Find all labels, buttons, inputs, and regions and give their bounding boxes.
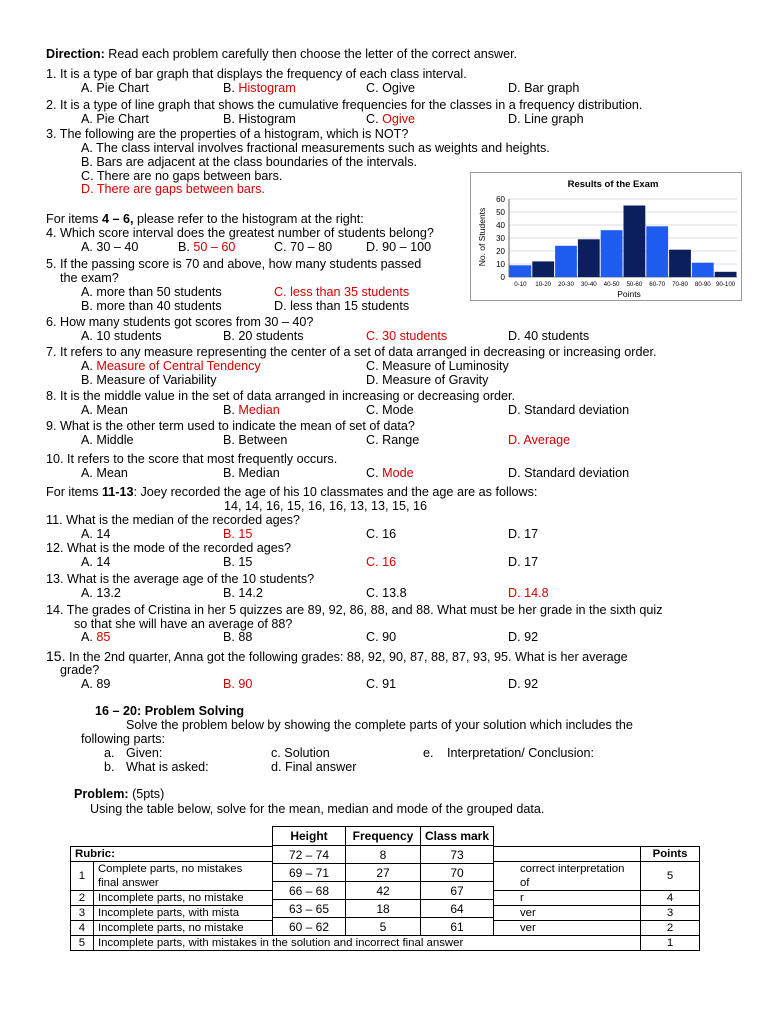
rubric-row-desc: Incomplete parts, no mistake ver bbox=[93, 921, 640, 936]
part-b-letter: b. bbox=[104, 760, 115, 774]
points-header: Points bbox=[641, 847, 700, 862]
q15-option-c: C. 91 bbox=[366, 677, 397, 691]
q2-option-b: B. Histogram bbox=[223, 112, 296, 126]
part-e-letter: e. bbox=[423, 746, 434, 760]
q4-option-c: C. 70 – 80 bbox=[274, 240, 333, 254]
q4-option-d: D. 90 – 100 bbox=[366, 240, 432, 254]
q13-option-a: A. 13.2 bbox=[81, 586, 121, 600]
q7-stem: 7. It refers to any measure representing the center of a set of data arranged in decreasing or increasing order. bbox=[46, 345, 657, 359]
rubric-row-points: 3 bbox=[641, 906, 700, 921]
part-e: Interpretation/ Conclusion: bbox=[447, 746, 595, 760]
q15-stem: 15. In the 2nd quarter, Anna got the following grades: 88, 92, 90, 87, 88, 87, 93, 95. What is her average bbox=[46, 648, 628, 664]
q7-option-b: B. Measure of Variability bbox=[81, 373, 217, 387]
q15-option-d: D. 92 bbox=[508, 677, 539, 691]
q15-option-a: A. 89 bbox=[81, 677, 111, 691]
chart-y-tick-label: 40 bbox=[496, 221, 505, 230]
q4-option-b: B. 50 – 60 bbox=[178, 240, 236, 254]
chart-bar bbox=[715, 272, 737, 277]
q1-stem: 1. It is a type of bar graph that displays the frequency of each class interval. bbox=[46, 67, 467, 81]
grouped-data-table bbox=[272, 826, 494, 936]
q3-option-b: B. Bars are adjacent at the class boundaries of the intervals. bbox=[81, 155, 418, 169]
chart-x-tick-label: 40-50 bbox=[603, 281, 620, 288]
chart-x-tick-label: 70-80 bbox=[672, 281, 688, 288]
q9-option-d: D. Average bbox=[508, 433, 571, 447]
rubric-row-number: 2 bbox=[71, 891, 94, 906]
q13-option-d: D. 14.8 bbox=[508, 586, 549, 600]
rubric-row bbox=[71, 936, 700, 951]
chart-bar bbox=[624, 206, 646, 278]
q10-option-c: C. Mode bbox=[366, 466, 414, 480]
problem-text: Using the table below, solve for the mean, median and mode of the grouped data. bbox=[90, 802, 545, 816]
q3-option-a: A. The class interval involves fractional measurements such as weights and heights. bbox=[81, 141, 550, 155]
q5-stem: 5. If the passing score is 70 and above, how many students passed bbox=[46, 257, 422, 271]
q6-option-a: A. 10 students bbox=[81, 329, 162, 343]
q14-option-d: D. 92 bbox=[508, 630, 539, 644]
part-a: Given: bbox=[126, 746, 163, 760]
direction-text: Read each problem carefully then choose the letter of the correct answer. bbox=[104, 47, 518, 61]
q11-option-b: B. 15 bbox=[223, 527, 253, 541]
q2-answer: Ogive bbox=[382, 112, 415, 126]
part-c: c. Solution bbox=[271, 746, 330, 760]
rubric-row-number: 1 bbox=[71, 862, 94, 891]
grouped-row: 72 – 74 8 73 bbox=[273, 846, 494, 864]
chart-title: Results of the Exam bbox=[567, 179, 659, 190]
chart-y-tick-label: 10 bbox=[496, 260, 505, 269]
q15-option-b: B. 90 bbox=[223, 677, 253, 691]
q2-option-d: D. Line graph bbox=[508, 112, 584, 126]
q12-option-d: D. 17 bbox=[508, 555, 539, 569]
rubric-row-desc: Incomplete parts, with mistakes in the solution and incorrect final answer bbox=[93, 936, 640, 951]
q15-stem-cont: grade? bbox=[60, 663, 100, 677]
q14-option-c: C. 90 bbox=[366, 630, 397, 644]
rubric-row-desc: Complete parts, no mistakes correct interpretation of final answer bbox=[93, 862, 640, 891]
q12-stem: 12. What is the mode of the recorded ages? bbox=[46, 541, 292, 555]
q8-option-b: B. Median bbox=[223, 403, 280, 417]
grouped-header-row bbox=[273, 827, 494, 846]
height-header: Height bbox=[273, 827, 346, 846]
chart-x-tick-label: 30-40 bbox=[580, 281, 597, 288]
q14-option-b: B. 88 bbox=[223, 630, 253, 644]
q10-stem: 10. It refers to the score that most frequently occurs. bbox=[46, 452, 338, 466]
q14-stem: 14. The grades of Cristina in her 5 quizzes are 89, 92, 86, 88, and 88. What must be her grade in the sixth quiz bbox=[46, 603, 663, 617]
chart-bar bbox=[646, 226, 668, 277]
rubric-row-number: 3 bbox=[71, 906, 94, 921]
q5-option-d: D. less than 15 students bbox=[274, 299, 410, 313]
q8-option-d: D. Standard deviation bbox=[508, 403, 630, 417]
grouped-row: 66 – 68 42 67 bbox=[273, 882, 494, 900]
q9-option-b: B. Between bbox=[223, 433, 288, 447]
q10-answer: Mode bbox=[382, 466, 414, 480]
direction-label: Direction: bbox=[46, 47, 105, 61]
q5-option-b: B. more than 40 students bbox=[81, 299, 222, 313]
q8-answer: Median bbox=[238, 403, 280, 417]
q1-option-a: A. Pie Chart bbox=[81, 81, 149, 95]
q6-option-b: B. 20 students bbox=[223, 329, 304, 343]
q1-answer: Histogram bbox=[238, 81, 296, 95]
histogram-chart bbox=[470, 172, 742, 301]
rubric-row-number: 4 bbox=[71, 921, 94, 936]
q14-option-a: A. 85 bbox=[81, 630, 111, 644]
q3-option-d: D. There are gaps between bars. bbox=[81, 182, 265, 196]
grouped-row: 69 – 71 27 70 bbox=[273, 864, 494, 882]
q5-option-a: A. more than 50 students bbox=[81, 285, 222, 299]
q6-option-d: D. 40 students bbox=[508, 329, 590, 343]
q6-stem: 6. How many students got scores from 30 – 40? bbox=[46, 315, 314, 329]
q10-option-d: D. Standard deviation bbox=[508, 466, 630, 480]
q7-option-a: A. Measure of Central Tendency bbox=[81, 359, 261, 373]
grouped-row: 63 – 65 18 64 bbox=[273, 900, 494, 918]
problem-solving-title: 16 – 20: Problem Solving bbox=[95, 704, 245, 718]
q1-option-c: C. Ogive bbox=[366, 81, 415, 95]
q9-option-a: A. Middle bbox=[81, 433, 134, 447]
q10-option-b: B. Median bbox=[223, 466, 280, 480]
items-4-6-intro: For items 4 – 6, please refer to the histogram at the right: bbox=[46, 212, 364, 226]
chart-bar bbox=[555, 246, 577, 277]
rubric-row-desc: Incomplete parts, no mistake r bbox=[93, 891, 640, 906]
rubric-row-points: 2 bbox=[641, 921, 700, 936]
q13-stem: 13. What is the average age of the 10 students? bbox=[46, 572, 315, 586]
q8-option-c: C. Mode bbox=[366, 403, 414, 417]
q1-option-b: B. Histogram bbox=[223, 81, 296, 95]
direction-line bbox=[46, 47, 517, 62]
q9-stem: 9. What is the other term used to indicate the mean of set of data? bbox=[46, 419, 415, 433]
chart-bar bbox=[532, 261, 554, 277]
chart-bar bbox=[601, 230, 623, 277]
part-d: d. Final answer bbox=[271, 760, 357, 774]
q4-stem: 4. Which score interval does the greatest number of students belong? bbox=[46, 226, 434, 240]
ps-instructions-cont: following parts: bbox=[81, 732, 165, 746]
q14-answer: 85 bbox=[96, 630, 111, 644]
part-a-letter: a. bbox=[104, 746, 115, 760]
chart-y-axis-label: No. of Students bbox=[477, 207, 487, 267]
q11-option-c: C. 16 bbox=[366, 527, 397, 541]
rubric-row-points: 1 bbox=[641, 936, 700, 951]
q7-option-d: D. Measure of Gravity bbox=[366, 373, 489, 387]
part-b: What is asked: bbox=[126, 760, 209, 774]
q3-stem: 3. The following are the properties of a histogram, which is NOT? bbox=[46, 127, 409, 141]
chart-y-tick-label: 20 bbox=[496, 247, 505, 256]
q6-option-c: C. 30 students bbox=[366, 329, 448, 343]
q14-stem-cont: so that she will have an average of 88? bbox=[74, 617, 293, 631]
q11-option-a: A. 14 bbox=[81, 527, 111, 541]
q11-stem: 11. What is the median of the recorded ages? bbox=[46, 513, 300, 527]
chart-bar bbox=[669, 250, 691, 277]
class-mark-header: Class mark bbox=[421, 827, 494, 846]
grouped-row: 60 – 62 5 61 bbox=[273, 918, 494, 936]
histogram-svg bbox=[471, 173, 741, 300]
chart-x-tick-label: 90-100 bbox=[715, 281, 736, 288]
q13-option-c: C. 13.8 bbox=[366, 586, 407, 600]
ps-instructions: Solve the problem below by showing the complete parts of your solution which includes the bbox=[126, 718, 633, 732]
chart-bar bbox=[578, 239, 600, 277]
chart-x-tick-label: 60-70 bbox=[649, 281, 666, 288]
q1-option-d: D. Bar graph bbox=[508, 81, 580, 95]
chart-bar bbox=[692, 263, 714, 277]
q5-stem-cont: the exam? bbox=[60, 271, 119, 285]
q8-option-a: A. Mean bbox=[81, 403, 128, 417]
chart-y-tick-label: 30 bbox=[496, 234, 505, 243]
q2-option-a: A. Pie Chart bbox=[81, 112, 149, 126]
rubric-row-number: 5 bbox=[71, 936, 94, 951]
ages-list: 14, 14, 16, 15, 16, 16, 13, 13, 15, 16 bbox=[224, 499, 428, 513]
chart-x-tick-label: 50-60 bbox=[626, 281, 643, 288]
chart-x-tick-label: 20-30 bbox=[558, 281, 574, 288]
q12-option-c: C. 16 bbox=[366, 555, 397, 569]
chart-x-tick-label: 10-20 bbox=[535, 281, 552, 288]
rubric-row-points: 4 bbox=[641, 891, 700, 906]
chart-x-axis-label: Points bbox=[617, 289, 641, 299]
q13-option-b: B. 14.2 bbox=[223, 586, 263, 600]
q10-option-a: A. Mean bbox=[81, 466, 128, 480]
q7-answer: Measure of Central Tendency bbox=[96, 359, 261, 373]
chart-y-tick-label: 50 bbox=[496, 208, 505, 217]
items-11-13-intro: For items 11-13: Joey recorded the age of his 10 classmates and the age are as follows: bbox=[46, 485, 538, 499]
rubric-row-points: 5 bbox=[641, 862, 700, 891]
q11-option-d: D. 17 bbox=[508, 527, 539, 541]
q3-option-c: C. There are no gaps between bars. bbox=[81, 169, 283, 183]
q4-answer: 50 – 60 bbox=[193, 240, 236, 254]
rubric-row-desc: Incomplete parts, with mista ver bbox=[93, 906, 640, 921]
q2-option-c: C. Ogive bbox=[366, 112, 415, 126]
q4-option-a: A. 30 – 40 bbox=[81, 240, 139, 254]
chart-bar bbox=[510, 265, 532, 277]
chart-y-tick-label: 60 bbox=[496, 195, 505, 204]
chart-y-tick-label: 0 bbox=[500, 273, 505, 282]
q9-option-c: C. Range bbox=[366, 433, 420, 447]
q12-option-a: A. 14 bbox=[81, 555, 111, 569]
problem-heading: Problem: (5pts) bbox=[74, 787, 165, 801]
q2-stem: 2. It is a type of line graph that shows the cumulative frequencies for the classes in a frequency distribution. bbox=[46, 98, 643, 112]
chart-x-tick-label: 80-90 bbox=[694, 281, 711, 288]
rubric-header: Rubric: bbox=[71, 847, 641, 862]
q7-option-c: C. Measure of Luminosity bbox=[366, 359, 509, 373]
chart-x-tick-label: 0-10 bbox=[514, 281, 527, 288]
q5-option-c: C. less than 35 students bbox=[274, 285, 410, 299]
q12-option-b: B. 15 bbox=[223, 555, 253, 569]
q8-stem: 8. It is the middle value in the set of data arranged in increasing or decreasing order. bbox=[46, 389, 516, 403]
frequency-header: Frequency bbox=[346, 827, 421, 846]
